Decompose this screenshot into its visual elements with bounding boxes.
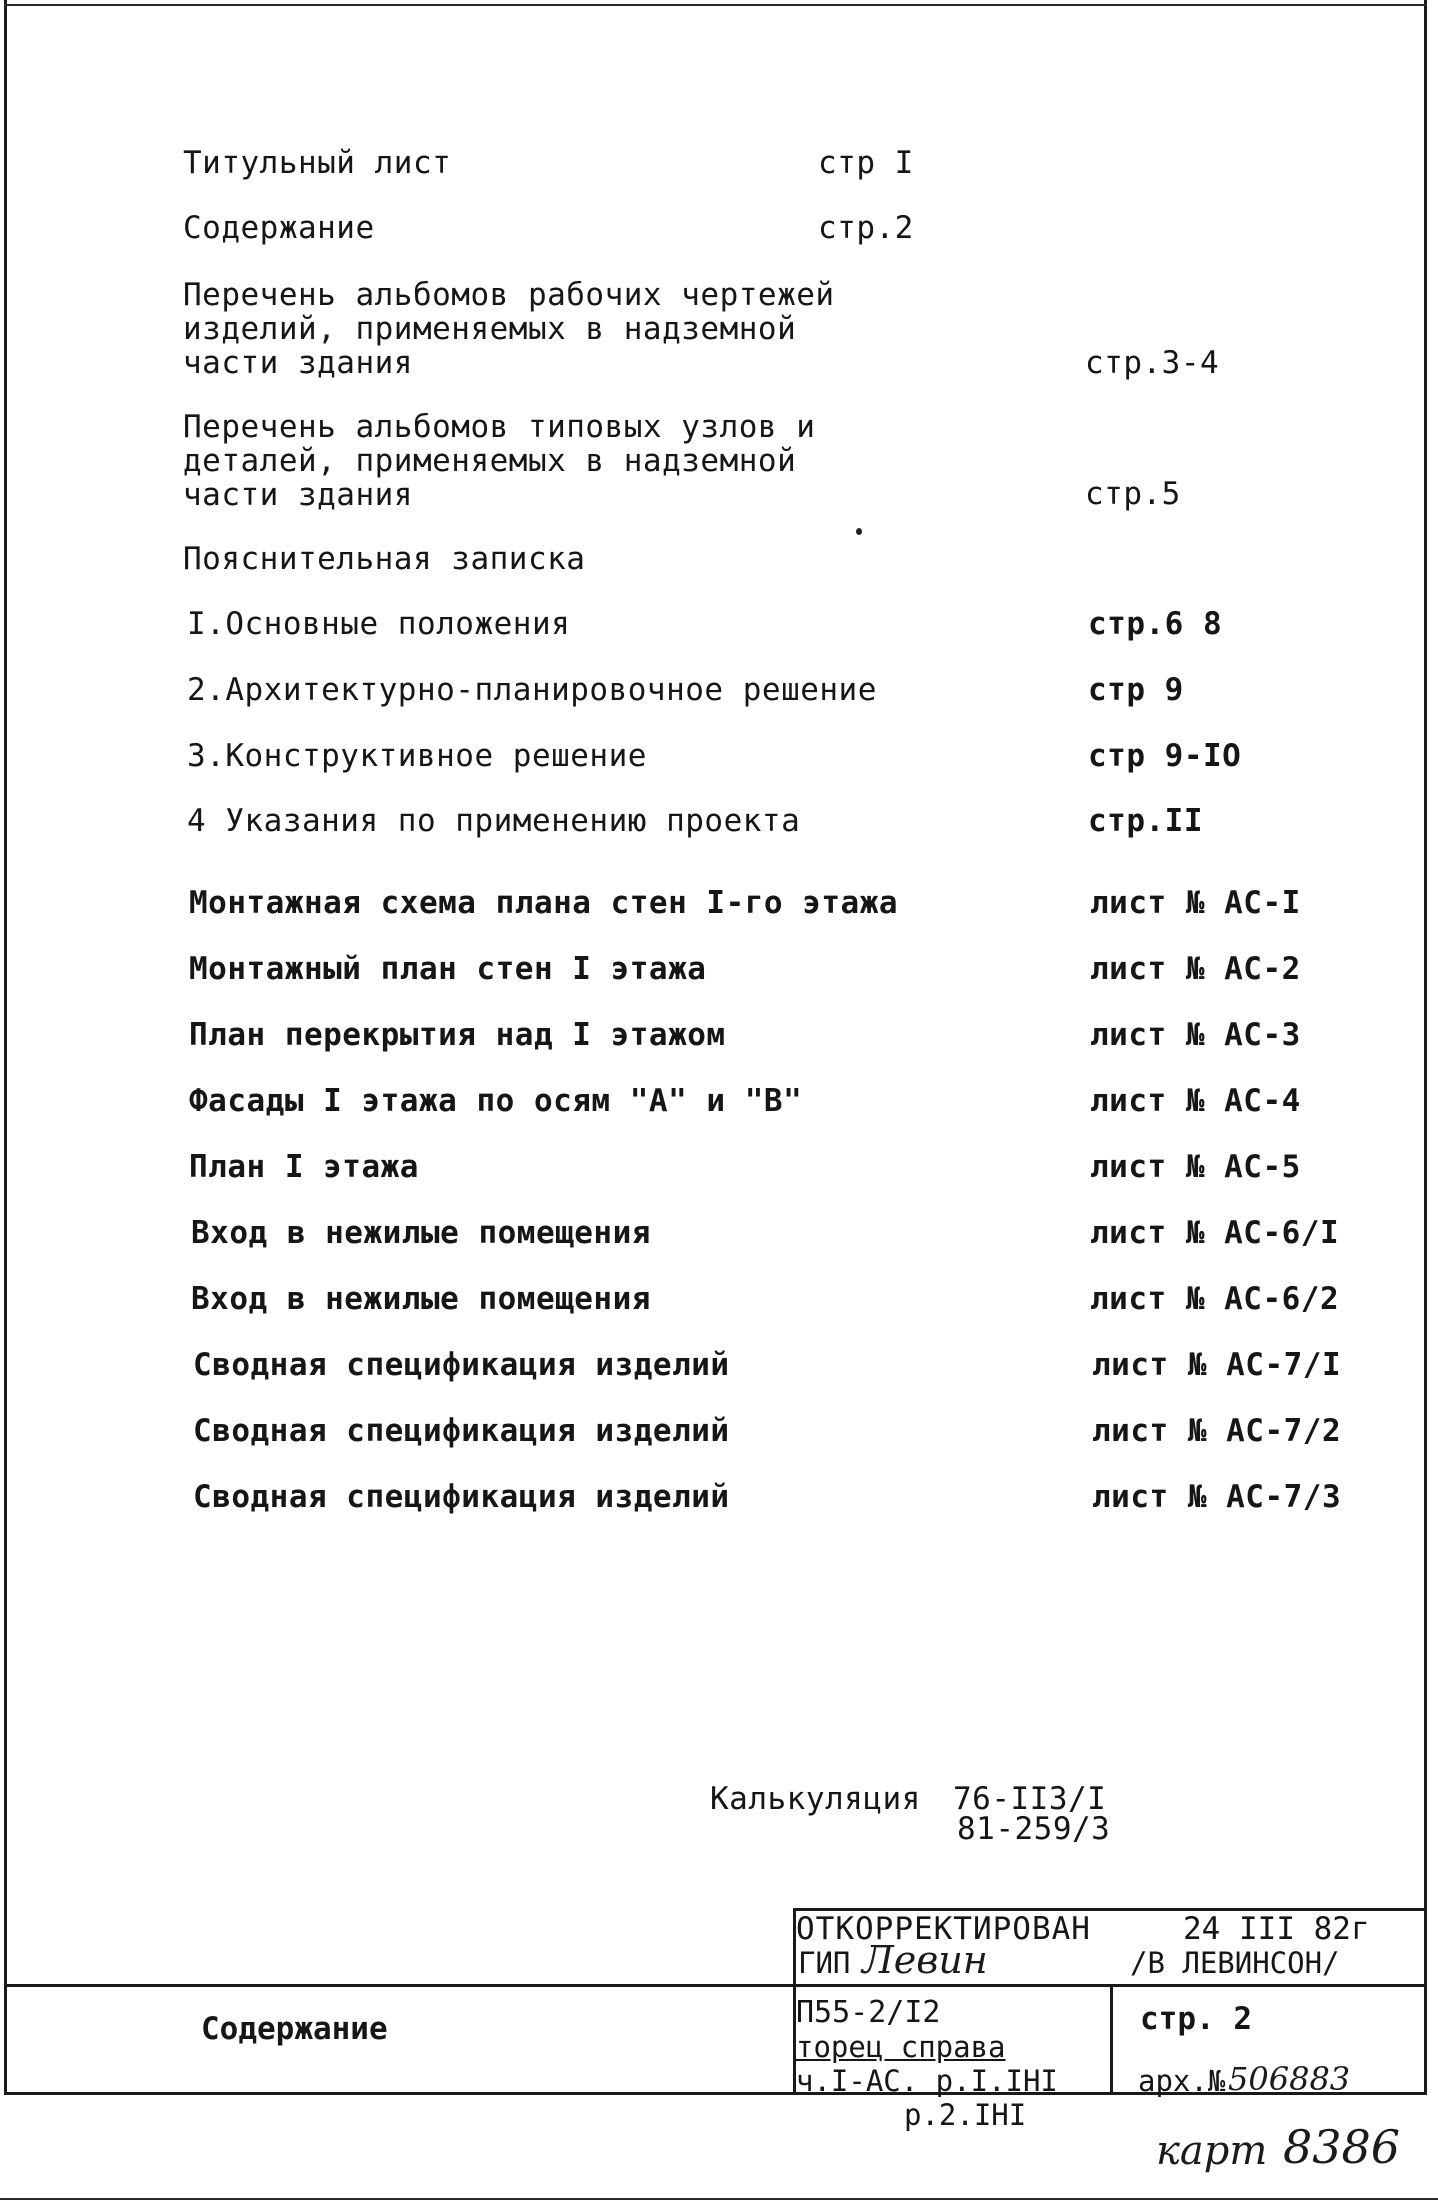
calculation-number-1: 76-II3/I [953, 1781, 1107, 1817]
title-block-divider-line [4, 1984, 1427, 1987]
sheet-item: Сводная спецификация изделий [193, 1413, 730, 1449]
toc-item-explanatory-note: Пояснительная записка [183, 541, 586, 577]
signature: Левин [862, 1938, 988, 1982]
sheet-item: Монтажный план стен I этажа [189, 951, 707, 987]
toc-item-album-list-nodes: Перечень альбомов типовых узлов и деталей, применяемых в надземной части здания [183, 409, 816, 513]
sheet-ref: лист № АС-7/I [1092, 1347, 1342, 1383]
toc-page-ref: стр 9 [1088, 672, 1184, 708]
toc-page-ref: стр.3-4 [1085, 345, 1220, 381]
card-number: 8386 [1283, 2120, 1401, 2174]
sheet-item: Вход в нежилые помещения [191, 1281, 651, 1317]
sheet-ref: лист № АС-I [1090, 885, 1301, 921]
project-code: П55-2/I2 [796, 1995, 941, 2030]
correction-stamp-text: ОТКОРРЕКТИРОВАН [796, 1911, 1091, 1947]
calculation-label: Калькуляция [710, 1781, 921, 1817]
sheet-ref: лист № АС-4 [1090, 1083, 1301, 1119]
card-label: карт [1156, 2128, 1268, 2174]
gip-name: /В ЛЕВИНСОН/ [1130, 1946, 1340, 1980]
frame-top-border [4, 4, 1427, 6]
toc-page-ref: стр.6 8 [1088, 606, 1223, 642]
gip-label: ГИП [798, 1946, 851, 1980]
sheet-ref: лист № АС-6/2 [1090, 1281, 1340, 1317]
sheet-ref: лист № АС-7/3 [1092, 1479, 1342, 1515]
toc-page-ref: стр.5 [1085, 476, 1181, 512]
sheet-ref: лист № АС-2 [1090, 951, 1301, 987]
archive-label: арх.№ [1138, 2064, 1226, 2098]
sheet-item: Фасады I этажа по осям "А" и "В" [189, 1083, 803, 1119]
toc-item-main-provisions: I.Основные положения [187, 606, 571, 642]
sheet-item: План перекрытия над I этажом [189, 1017, 726, 1053]
sheet-item: Сводная спецификация изделий [193, 1479, 730, 1515]
sheet-item: Вход в нежилые помещения [191, 1215, 651, 1251]
title-block-column-line [1110, 1986, 1113, 2094]
block-title: Содержание [201, 2011, 388, 2047]
toc-item-structural: 3.Конструктивное решение [187, 738, 647, 774]
sheet-ref: лист № АС-3 [1090, 1017, 1301, 1053]
project-part: ч.I-АС. р.I.IНI [796, 2064, 1058, 2098]
toc-item-album-list-products: Перечень альбомов рабочих чертежей изделий, применяемых в надземной части здания [183, 277, 835, 381]
sheet-ref: лист № АС-5 [1090, 1149, 1301, 1185]
sheet-ref: лист № АС-7/2 [1092, 1413, 1342, 1449]
sheet-item: План I этажа [189, 1149, 419, 1185]
project-part-2: р.2.IНI [904, 2098, 1027, 2132]
toc-page-ref: стр.II [1088, 803, 1203, 839]
toc-page-ref: стр 9-IO [1088, 738, 1242, 774]
ink-dot [856, 528, 862, 535]
correction-date: 24 III 82г [1183, 1911, 1370, 1947]
frame-right-border [1424, 0, 1427, 2095]
toc-item-architecture: 2.Архитектурно-планировочное решение [187, 672, 877, 708]
archive-number: 506883 [1228, 2060, 1351, 2098]
toc-page-ref: стр.2 [818, 210, 914, 246]
sheet-ref: лист № АС-6/I [1090, 1215, 1340, 1251]
page-edge-line [0, 2198, 1438, 2200]
block-page: стр. 2 [1140, 2001, 1252, 2037]
sheet-item: Монтажная схема плана стен I-го этажа [189, 885, 899, 921]
sheet-item: Сводная спецификация изделий [193, 1347, 730, 1383]
project-variant: торец справа [796, 2030, 1006, 2064]
toc-item-title-page: Титульный лист [183, 145, 452, 181]
toc-page-ref: стр I [818, 145, 914, 181]
frame-left-border [4, 0, 7, 2095]
calculation-number-2: 81-259/3 [957, 1811, 1111, 1847]
toc-item-contents: Содержание [183, 210, 375, 246]
toc-item-application-notes: 4 Указания по применению проекта [187, 803, 801, 839]
